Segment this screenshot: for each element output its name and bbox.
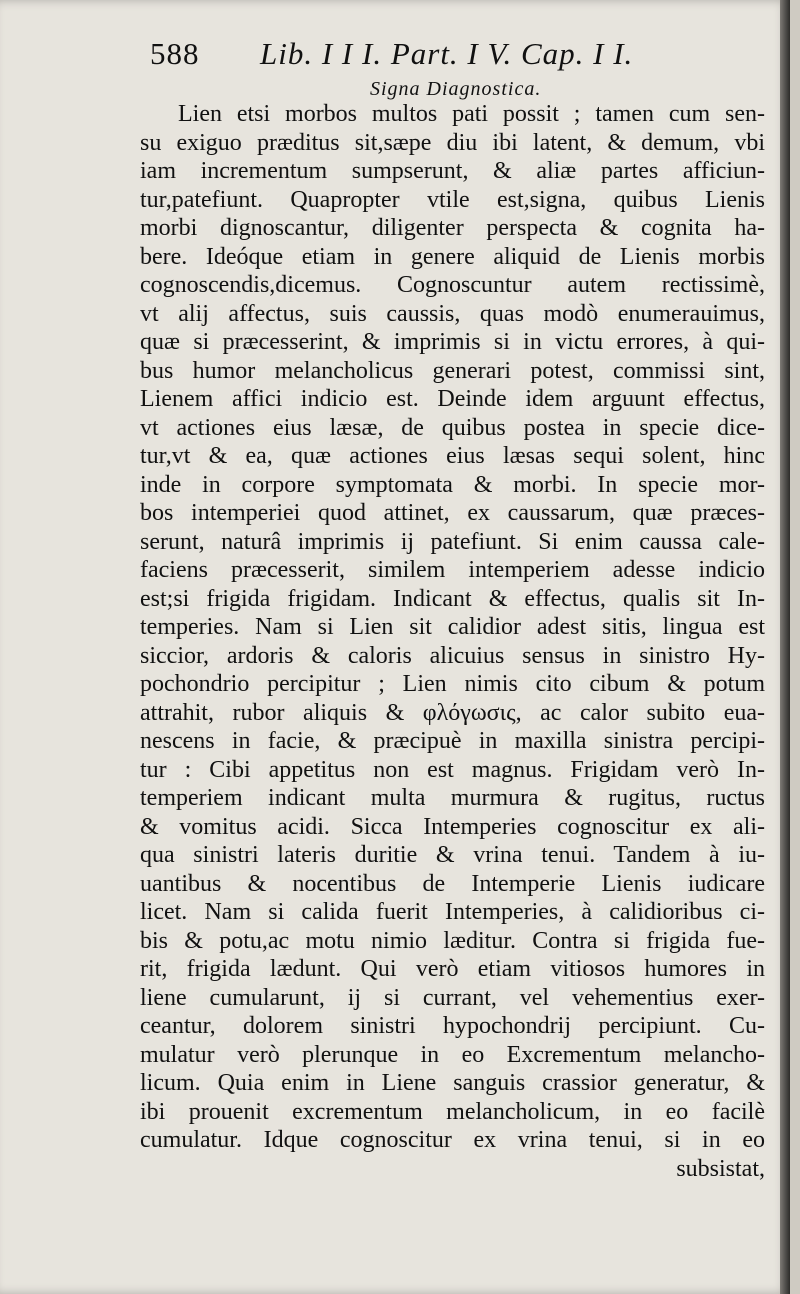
text-line: est;si frigida frigidam. Indicant & effectus, qualis sit In-: [140, 585, 765, 612]
text-line: ceantur, dolorem sinistri hypochondrij percipiunt. Cu-: [140, 1013, 765, 1039]
text-line: bere. Ideóque etiam in genere aliquid de Lienis morbis: [140, 243, 765, 270]
body-text: [140, 100, 765, 1183]
text-line: morbi dignoscantur, diligenter perspecta & cognita ha-: [140, 215, 765, 241]
text-line: nescens in facie, & præcipuè in maxilla sinistra percipi-: [140, 728, 765, 754]
text-line: mulatur verò plerunque in eo Excrementum melancho-: [140, 1041, 765, 1068]
running-head-title: Lib. I I I. Part. I V. Cap. I I.: [260, 36, 634, 71]
text-line: serunt, naturâ imprimis ij patefiunt. Si enim caussa cale-: [140, 528, 765, 555]
text-line: uantibus & nocentibus de Intemperie Lienis iudicare: [140, 870, 765, 897]
page-edge-shadow: [780, 0, 790, 1294]
catchword-line: subsistat,: [676, 1155, 765, 1182]
text-line: pochondrio percipitur ; Lien nimis cito cibum & potum: [140, 671, 765, 697]
text-line: quæ si præcesserint, & imprimis si in victu errores, à qui-: [140, 329, 765, 355]
text-line: bus humor melancholicus generari potest, commissi sint,: [140, 357, 765, 384]
text-line: vt actiones eius læsæ, de quibus postea in specie dice-: [140, 414, 765, 441]
section-subtitle: Signa Diagnostica.: [370, 78, 542, 100]
text-line: vt alij affectus, suis caussis, quas modò enumerauimus,: [140, 300, 765, 327]
running-head: [150, 36, 670, 76]
text-line: licet. Nam si calida fuerit Intemperies, à calidioribus ci-: [140, 899, 765, 925]
text-line: attrahit, rubor aliquis & φλόγωσις, ac calor subito eua-: [140, 699, 765, 726]
text-line: bis & potu,ac motu nimio læditur. Contra si frigida fue-: [140, 927, 765, 954]
text-line: su exiguo præditus sit,sæpe diu ibi latent, & demum, vbi: [140, 129, 765, 156]
text-line: faciens præcesserit, similem intemperiem adesse indicio: [140, 557, 765, 583]
text-line: Lienem affici indicio est. Deinde idem arguunt effectus,: [140, 386, 765, 412]
text-line: cognoscendis,dicemus. Cognoscuntur autem rectissimè,: [140, 272, 765, 298]
text-line: qua sinistri lateris duritie & vrina tenui. Tandem à iu-: [140, 842, 765, 868]
text-line: cumulatur. Idque cognoscitur ex vrina tenui, si in eo: [140, 1127, 765, 1153]
text-line: inde in corpore symptomata & morbi. In specie mor-: [140, 471, 765, 498]
text-line: temperies. Nam si Lien sit calidior adest sitis, lingua est: [140, 614, 765, 640]
text-line: tur : Cibi appetitus non est magnus. Frigidam verò In-: [140, 756, 765, 783]
page-number: 588: [150, 36, 200, 71]
text-line: bos intemperiei quod attinet, ex caussarum, quæ præces-: [140, 500, 765, 526]
text-line: Lien etsi morbos multos pati possit ; tamen cum sen-: [178, 101, 765, 127]
text-line: siccior, ardoris & caloris alicuius sensus in sinistro Hy-: [140, 642, 765, 669]
text-line: liene cumularunt, ij si currant, vel vehementius exer-: [140, 984, 765, 1011]
text-line: & vomitus acidi. Sicca Intemperies cognoscitur ex ali-: [140, 813, 765, 840]
text-line: ibi prouenit excrementum melancholicum, in eo facilè: [140, 1098, 765, 1125]
text-line: rit, frigida lædunt. Qui verò etiam vitiosos humores in: [140, 956, 765, 982]
text-line: temperiem indicant multa murmura & rugitus, ructus: [140, 785, 765, 811]
text-line: licum. Quia enim in Liene sanguis crassior generatur, &: [140, 1070, 765, 1096]
text-line: iam incrementum sumpserunt, & aliæ partes afficiun-: [140, 158, 765, 184]
text-line: tur,vt & ea, quæ actiones eius læsas sequi solent, hinc: [140, 443, 765, 469]
text-line: tur,patefiunt. Quapropter vtile est,signa, quibus Lienis: [140, 186, 765, 213]
